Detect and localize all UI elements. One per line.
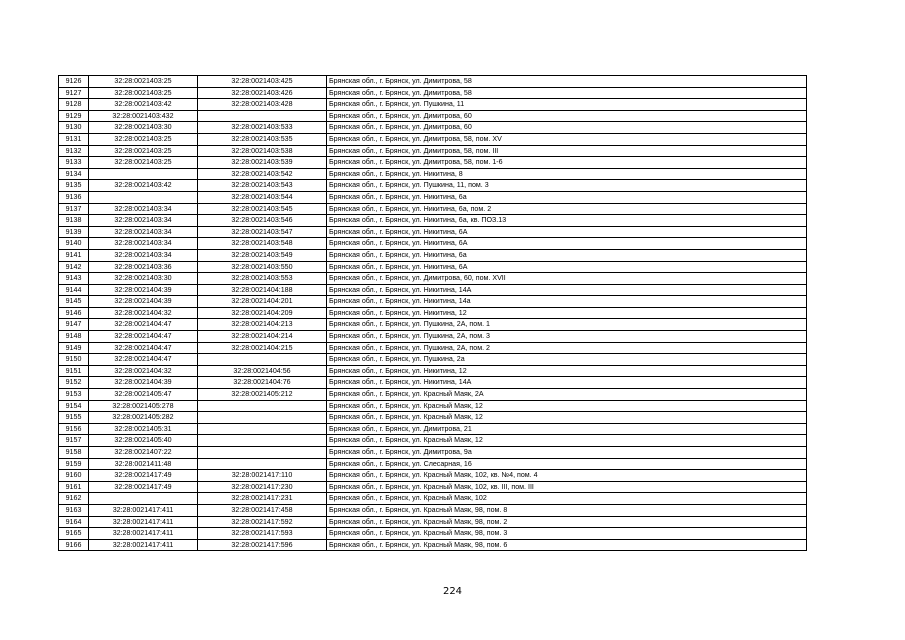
address: Брянская обл., г. Брянск, ул. Слесарная, 16 (327, 458, 807, 470)
row-number: 9145 (59, 296, 89, 308)
table-row (59, 191, 807, 203)
address: Брянская обл., г. Брянск, ул. Красный Маяк, 102 (327, 493, 807, 505)
cadastral-number: 32:28:0021403:543 (198, 180, 327, 192)
address: Брянская обл., г. Брянск, ул. Пушкина, 2А, пом. 1 (327, 319, 807, 331)
address: Брянская обл., г. Брянск, ул. Никитина, 14А (327, 377, 807, 389)
cadastral-number: 32:28:0021403:547 (198, 226, 327, 238)
address: Брянская обл., г. Брянск, ул. Никитина, 12 (327, 307, 807, 319)
address: Брянская обл., г. Брянск, ул. Димитрова, 60 (327, 122, 807, 134)
parent-cadastral-number (89, 168, 198, 180)
row-number: 9134 (59, 168, 89, 180)
cadastral-number: 32:28:0021403:539 (198, 157, 327, 169)
address: Брянская обл., г. Брянск, ул. Никитина, 12 (327, 365, 807, 377)
parent-cadastral-number: 32:28:0021403:34 (89, 238, 198, 250)
row-number: 9158 (59, 447, 89, 459)
table-row (59, 76, 807, 88)
parent-cadastral-number: 32:28:0021411:48 (89, 458, 198, 470)
cadastral-table (58, 75, 807, 551)
row-number: 9152 (59, 377, 89, 389)
table-row (59, 145, 807, 157)
row-number: 9147 (59, 319, 89, 331)
row-number: 9141 (59, 249, 89, 261)
table-row (59, 400, 807, 412)
cadastral-number: 32:28:0021403:550 (198, 261, 327, 273)
address: Брянская обл., г. Брянск, ул. Пушкина, 2а (327, 354, 807, 366)
cadastral-number (198, 110, 327, 122)
parent-cadastral-number: 32:28:0021417:49 (89, 481, 198, 493)
cadastral-number (198, 412, 327, 424)
cadastral-number (198, 435, 327, 447)
row-number: 9126 (59, 76, 89, 88)
address: Брянская обл., г. Брянск, ул. Никитина, 6А (327, 238, 807, 250)
parent-cadastral-number: 32:28:0021403:34 (89, 249, 198, 261)
address: Брянская обл., г. Брянск, ул. Пушкина, 11 (327, 99, 807, 111)
address: Брянская обл., г. Брянск, ул. Димитрова, 58, пом. III (327, 145, 807, 157)
cadastral-number (198, 447, 327, 459)
address: Брянская обл., г. Брянск, ул. Никитина, 6а, пом. 2 (327, 203, 807, 215)
parent-cadastral-number: 32:28:0021403:25 (89, 76, 198, 88)
address: Брянская обл., г. Брянск, ул. Красный Маяк, 12 (327, 400, 807, 412)
row-number: 9138 (59, 215, 89, 227)
address: Брянская обл., г. Брянск, ул. Никитина, 6а (327, 191, 807, 203)
parent-cadastral-number: 32:28:0021404:32 (89, 307, 198, 319)
table-row (59, 133, 807, 145)
row-number: 9156 (59, 423, 89, 435)
cadastral-number: 32:28:0021403:535 (198, 133, 327, 145)
table-row (59, 481, 807, 493)
address: Брянская обл., г. Брянск, ул. Никитина, 14а (327, 296, 807, 308)
cadastral-number: 32:28:0021404:56 (198, 365, 327, 377)
cadastral-number (198, 423, 327, 435)
address: Брянская обл., г. Брянск, ул. Красный Маяк, 98, пом. 6 (327, 539, 807, 551)
cadastral-number: 32:28:0021403:549 (198, 249, 327, 261)
cadastral-number (198, 458, 327, 470)
table-row (59, 331, 807, 343)
parent-cadastral-number: 32:28:0021417:411 (89, 539, 198, 551)
cadastral-number: 32:28:0021404:213 (198, 319, 327, 331)
table-row (59, 354, 807, 366)
address: Брянская обл., г. Брянск, ул. Пушкина, 2А, пом. 2 (327, 342, 807, 354)
parent-cadastral-number: 32:28:0021403:34 (89, 203, 198, 215)
address: Брянская обл., г. Брянск, ул. Димитрова, 58 (327, 87, 807, 99)
row-number: 9153 (59, 389, 89, 401)
table-row (59, 99, 807, 111)
table-row (59, 157, 807, 169)
parent-cadastral-number: 32:28:0021404:39 (89, 377, 198, 389)
row-number: 9160 (59, 470, 89, 482)
cadastral-number: 32:28:0021403:538 (198, 145, 327, 157)
table-row (59, 273, 807, 285)
table-row (59, 516, 807, 528)
row-number: 9150 (59, 354, 89, 366)
parent-cadastral-number: 32:28:0021405:282 (89, 412, 198, 424)
row-number: 9164 (59, 516, 89, 528)
table-row (59, 365, 807, 377)
parent-cadastral-number: 32:28:0021403:432 (89, 110, 198, 122)
cadastral-number: 32:28:0021403:546 (198, 215, 327, 227)
row-number: 9143 (59, 273, 89, 285)
row-number: 9161 (59, 481, 89, 493)
row-number: 9142 (59, 261, 89, 273)
cadastral-number: 32:28:0021403:428 (198, 99, 327, 111)
table-row (59, 377, 807, 389)
table-row (59, 493, 807, 505)
cadastral-number: 32:28:0021403:548 (198, 238, 327, 250)
row-number: 9140 (59, 238, 89, 250)
address: Брянская обл., г. Брянск, ул. Красный Маяк, 98, пом. 3 (327, 528, 807, 540)
parent-cadastral-number: 32:28:0021403:30 (89, 273, 198, 285)
row-number: 9131 (59, 133, 89, 145)
parent-cadastral-number: 32:28:0021403:42 (89, 180, 198, 192)
table-row (59, 238, 807, 250)
row-number: 9166 (59, 539, 89, 551)
cadastral-number: 32:28:0021417:592 (198, 516, 327, 528)
address: Брянская обл., г. Брянск, ул. Димитрова, 60 (327, 110, 807, 122)
table-row (59, 284, 807, 296)
page-number: 224 (442, 586, 463, 597)
row-number: 9135 (59, 180, 89, 192)
table-row (59, 470, 807, 482)
table-row (59, 296, 807, 308)
table-row (59, 319, 807, 331)
parent-cadastral-number: 32:28:0021403:36 (89, 261, 198, 273)
address: Брянская обл., г. Брянск, ул. Димитрова, 60, пом. XVII (327, 273, 807, 285)
parent-cadastral-number: 32:28:0021417:49 (89, 470, 198, 482)
address: Брянская обл., г. Брянск, ул. Никитина, 6а, кв. ПОЗ.13 (327, 215, 807, 227)
row-number: 9149 (59, 342, 89, 354)
address: Брянская обл., г. Брянск, ул. Красный Маяк, 12 (327, 412, 807, 424)
parent-cadastral-number: 32:28:0021403:34 (89, 215, 198, 227)
parent-cadastral-number: 32:28:0021403:25 (89, 133, 198, 145)
parent-cadastral-number: 32:28:0021404:47 (89, 331, 198, 343)
row-number: 9144 (59, 284, 89, 296)
cadastral-number: 32:28:0021403:553 (198, 273, 327, 285)
address: Брянская обл., г. Брянск, ул. Пушкина, 2А, пом. 3 (327, 331, 807, 343)
cadastral-number: 32:28:0021404:209 (198, 307, 327, 319)
table-row (59, 447, 807, 459)
table-row (59, 249, 807, 261)
cadastral-number: 32:28:0021403:542 (198, 168, 327, 180)
row-number: 9151 (59, 365, 89, 377)
table-row (59, 261, 807, 273)
row-number: 9155 (59, 412, 89, 424)
parent-cadastral-number: 32:28:0021405:31 (89, 423, 198, 435)
row-number: 9154 (59, 400, 89, 412)
parent-cadastral-number: 32:28:0021404:39 (89, 296, 198, 308)
address: Брянская обл., г. Брянск, ул. Димитрова, 58 (327, 76, 807, 88)
cadastral-number: 32:28:0021403:544 (198, 191, 327, 203)
table-row (59, 215, 807, 227)
parent-cadastral-number: 32:28:0021404:32 (89, 365, 198, 377)
cadastral-number: 32:28:0021403:533 (198, 122, 327, 134)
table-row (59, 87, 807, 99)
table-row (59, 110, 807, 122)
address: Брянская обл., г. Брянск, ул. Димитрова, 21 (327, 423, 807, 435)
parent-cadastral-number: 32:28:0021404:39 (89, 284, 198, 296)
row-number: 9165 (59, 528, 89, 540)
parent-cadastral-number: 32:28:0021407:22 (89, 447, 198, 459)
parent-cadastral-number: 32:28:0021403:25 (89, 157, 198, 169)
address: Брянская обл., г. Брянск, ул. Пушкина, 11, пом. 3 (327, 180, 807, 192)
table-row (59, 435, 807, 447)
cadastral-number: 32:28:0021417:593 (198, 528, 327, 540)
cadastral-number: 32:28:0021404:188 (198, 284, 327, 296)
cadastral-number: 32:28:0021404:201 (198, 296, 327, 308)
table-row (59, 458, 807, 470)
cadastral-number: 32:28:0021417:231 (198, 493, 327, 505)
parent-cadastral-number: 32:28:0021417:411 (89, 528, 198, 540)
parent-cadastral-number: 32:28:0021417:411 (89, 516, 198, 528)
table-row (59, 539, 807, 551)
cadastral-number (198, 400, 327, 412)
address: Брянская обл., г. Брянск, ул. Никитина, 8 (327, 168, 807, 180)
address: Брянская обл., г. Брянск, ул. Никитина, 6А (327, 261, 807, 273)
address: Брянская обл., г. Брянск, ул. Димитрова, 9а (327, 447, 807, 459)
parent-cadastral-number: 32:28:0021403:42 (89, 99, 198, 111)
row-number: 9146 (59, 307, 89, 319)
cadastral-number: 32:28:0021405:212 (198, 389, 327, 401)
table-row (59, 307, 807, 319)
table-body (59, 76, 807, 551)
parent-cadastral-number: 32:28:0021403:25 (89, 87, 198, 99)
table-row (59, 412, 807, 424)
table-row (59, 122, 807, 134)
table-row (59, 528, 807, 540)
address: Брянская обл., г. Брянск, ул. Димитрова, 58, пом. 1-6 (327, 157, 807, 169)
parent-cadastral-number: 32:28:0021403:34 (89, 226, 198, 238)
address: Брянская обл., г. Брянск, ул. Никитина, 6А (327, 226, 807, 238)
row-number: 9133 (59, 157, 89, 169)
cadastral-number: 32:28:0021417:458 (198, 504, 327, 516)
row-number: 9128 (59, 99, 89, 111)
table-row (59, 168, 807, 180)
parent-cadastral-number: 32:28:0021405:278 (89, 400, 198, 412)
table-row (59, 504, 807, 516)
row-number: 9157 (59, 435, 89, 447)
cadastral-number: 32:28:0021403:426 (198, 87, 327, 99)
parent-cadastral-number (89, 191, 198, 203)
row-number: 9163 (59, 504, 89, 516)
parent-cadastral-number: 32:28:0021403:30 (89, 122, 198, 134)
row-number: 9127 (59, 87, 89, 99)
cadastral-number: 32:28:0021404:76 (198, 377, 327, 389)
table-row (59, 423, 807, 435)
cadastral-number: 32:28:0021417:110 (198, 470, 327, 482)
cadastral-number: 32:28:0021404:214 (198, 331, 327, 343)
address: Брянская обл., г. Брянск, ул. Красный Маяк, 12 (327, 435, 807, 447)
row-number: 9136 (59, 191, 89, 203)
parent-cadastral-number: 32:28:0021405:47 (89, 389, 198, 401)
cadastral-number: 32:28:0021417:230 (198, 481, 327, 493)
table-row (59, 342, 807, 354)
table-row (59, 180, 807, 192)
parent-cadastral-number: 32:28:0021404:47 (89, 354, 198, 366)
cadastral-number: 32:28:0021403:425 (198, 76, 327, 88)
address: Брянская обл., г. Брянск, ул. Красный Маяк, 102, кв. III, пом. III (327, 481, 807, 493)
address: Брянская обл., г. Брянск, ул. Красный Маяк, 102, кв. №4, пом. 4 (327, 470, 807, 482)
cadastral-number: 32:28:0021403:545 (198, 203, 327, 215)
parent-cadastral-number (89, 493, 198, 505)
address: Брянская обл., г. Брянск, ул. Димитрова, 58, пом. XV (327, 133, 807, 145)
table-row (59, 389, 807, 401)
row-number: 9132 (59, 145, 89, 157)
row-number: 9129 (59, 110, 89, 122)
address: Брянская обл., г. Брянск, ул. Красный Маяк, 98, пом. 8 (327, 504, 807, 516)
address: Брянская обл., г. Брянск, ул. Красный Маяк, 2А (327, 389, 807, 401)
cadastral-number: 32:28:0021417:596 (198, 539, 327, 551)
table-row (59, 203, 807, 215)
parent-cadastral-number: 32:28:0021405:40 (89, 435, 198, 447)
row-number: 9130 (59, 122, 89, 134)
address: Брянская обл., г. Брянск, ул. Никитина, 6а (327, 249, 807, 261)
address: Брянская обл., г. Брянск, ул. Красный Маяк, 98, пом. 2 (327, 516, 807, 528)
parent-cadastral-number: 32:28:0021403:25 (89, 145, 198, 157)
cadastral-number: 32:28:0021404:215 (198, 342, 327, 354)
parent-cadastral-number: 32:28:0021404:47 (89, 342, 198, 354)
parent-cadastral-number: 32:28:0021417:411 (89, 504, 198, 516)
row-number: 9139 (59, 226, 89, 238)
row-number: 9159 (59, 458, 89, 470)
parent-cadastral-number: 32:28:0021404:47 (89, 319, 198, 331)
table-row (59, 226, 807, 238)
cadastral-number (198, 354, 327, 366)
row-number: 9162 (59, 493, 89, 505)
address: Брянская обл., г. Брянск, ул. Никитина, 14А (327, 284, 807, 296)
row-number: 9137 (59, 203, 89, 215)
row-number: 9148 (59, 331, 89, 343)
